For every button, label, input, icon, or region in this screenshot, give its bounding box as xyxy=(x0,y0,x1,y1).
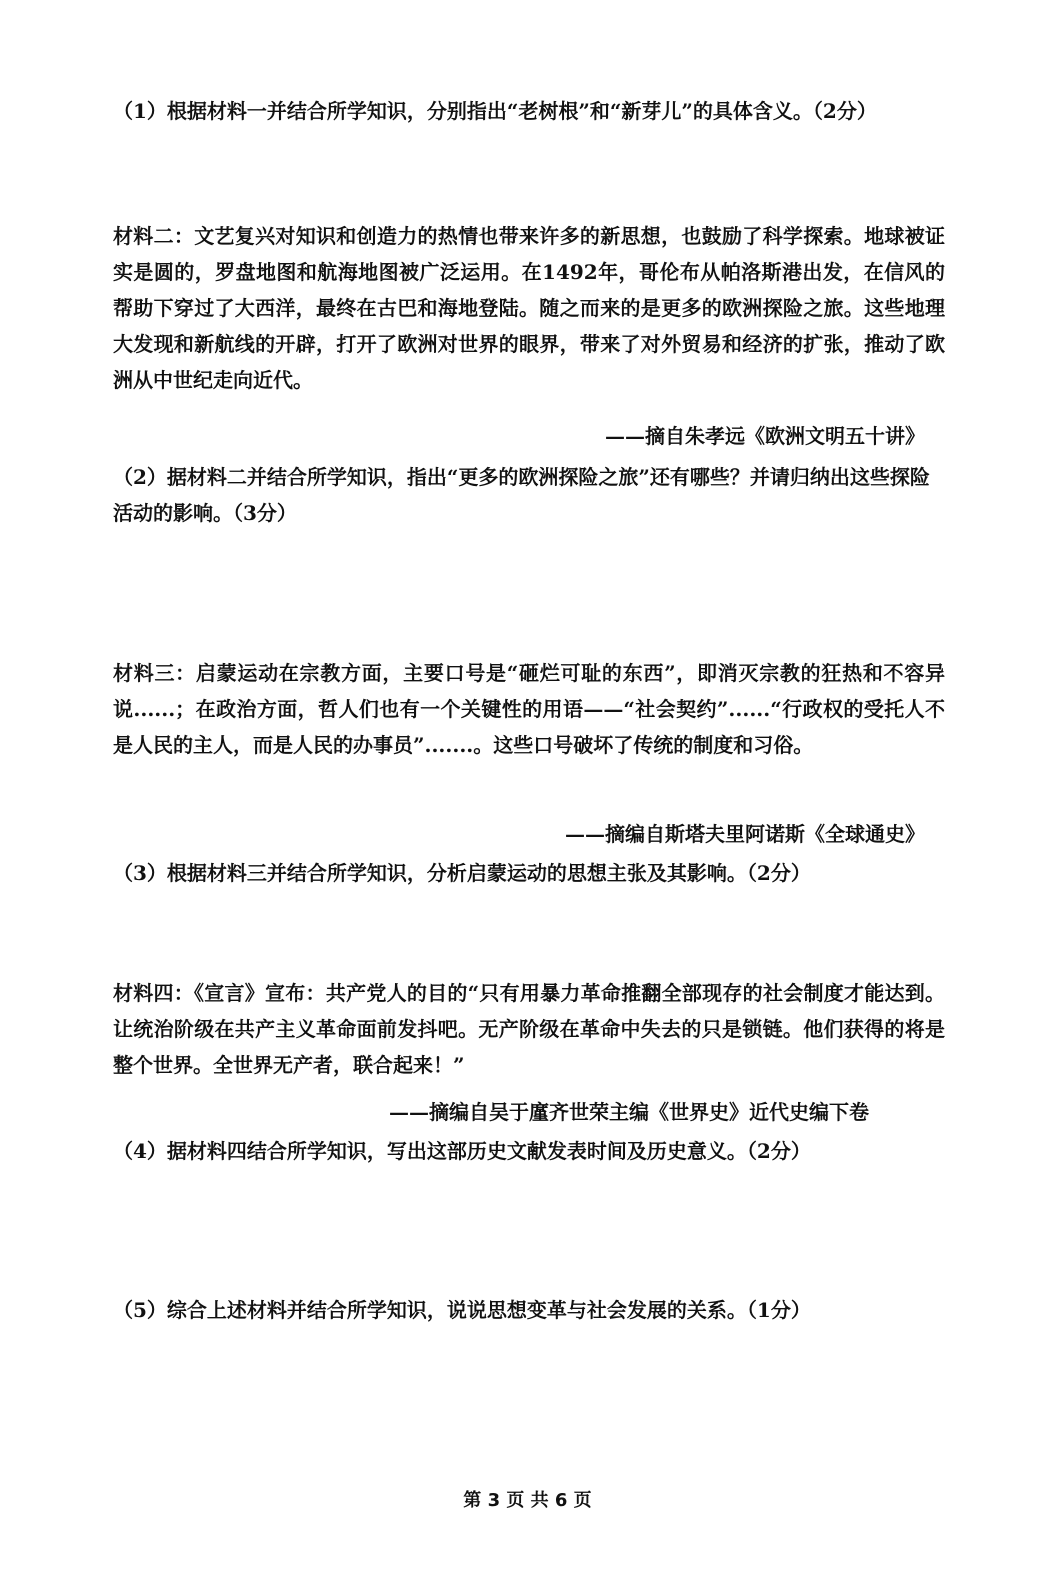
material-2-source: ——摘自朱孝远《欧洲文明五十讲》 xyxy=(605,424,925,448)
question-5: （5）综合上述材料并结合所学知识，说说思想变革与社会发展的关系。（1分） xyxy=(113,1298,811,1322)
page-number: 第 3 页 共 6 页 xyxy=(463,1490,592,1511)
material-2-text: 材料二：文艺复兴对知识和创造力的热情也带来许多的新思想，也鼓励了科学探索。地球被证实是圆的，罗盘地图和航海地图被广泛运用。在1492年，哥伦布从帕洛斯港出发，在信风的帮助下穿过了大西洋，最终在古巴和海地登陆。随之而来的是更多的欧洲探险之旅。这些地理大发现和新航线的开辟，打开了欧洲对世界的眼界，带来了对外贸易和经济的扩张，推动了欧洲从中世纪走向近代。 xyxy=(113,224,945,392)
material-3-text: 材料三：启蒙运动在宗教方面，主要口号是“砸烂可耻的东西”，即消灭宗教的狂热和不容异说......；在政治方面，哲人们也有一个关键性的用语——“社会契约”......“行政权的受托人不是人民的主人，而是人民的办事员”.......。这些口号破坏了传统的制度和习俗。 xyxy=(113,661,945,757)
question-2: （2）据材料二并结合所学知识，指出“更多的欧洲探险之旅”还有哪些？并请归纳出这些探险活动的影响。（3分） xyxy=(113,465,930,525)
material-4-source: ——摘编自吴于廑齐世荣主编《世界史》近代史编下卷 xyxy=(389,1100,869,1124)
material-4-text: 材料四：《宣言》宣布：共产党人的目的“只有用暴力革命推翻全部现存的社会制度才能达到。让统治阶级在共产主义革命面前发抖吧。无产阶级在革命中失去的只是锁链。他们获得的将是整个世界。全世界无产者，联合起来！” xyxy=(113,981,945,1077)
question-4: （4）据材料四结合所学知识，写出这部历史文献发表时间及历史意义。（2分） xyxy=(113,1139,811,1163)
question-1: （1）根据材料一并结合所学知识，分别指出“老树根”和“新芽儿”的具体含义。（2分） xyxy=(113,99,877,123)
question-3: （3）根据材料三并结合所学知识，分析启蒙运动的思想主张及其影响。（2分） xyxy=(113,861,811,885)
material-3-source: ——摘编自斯塔夫里阿诺斯《全球通史》 xyxy=(565,822,925,846)
